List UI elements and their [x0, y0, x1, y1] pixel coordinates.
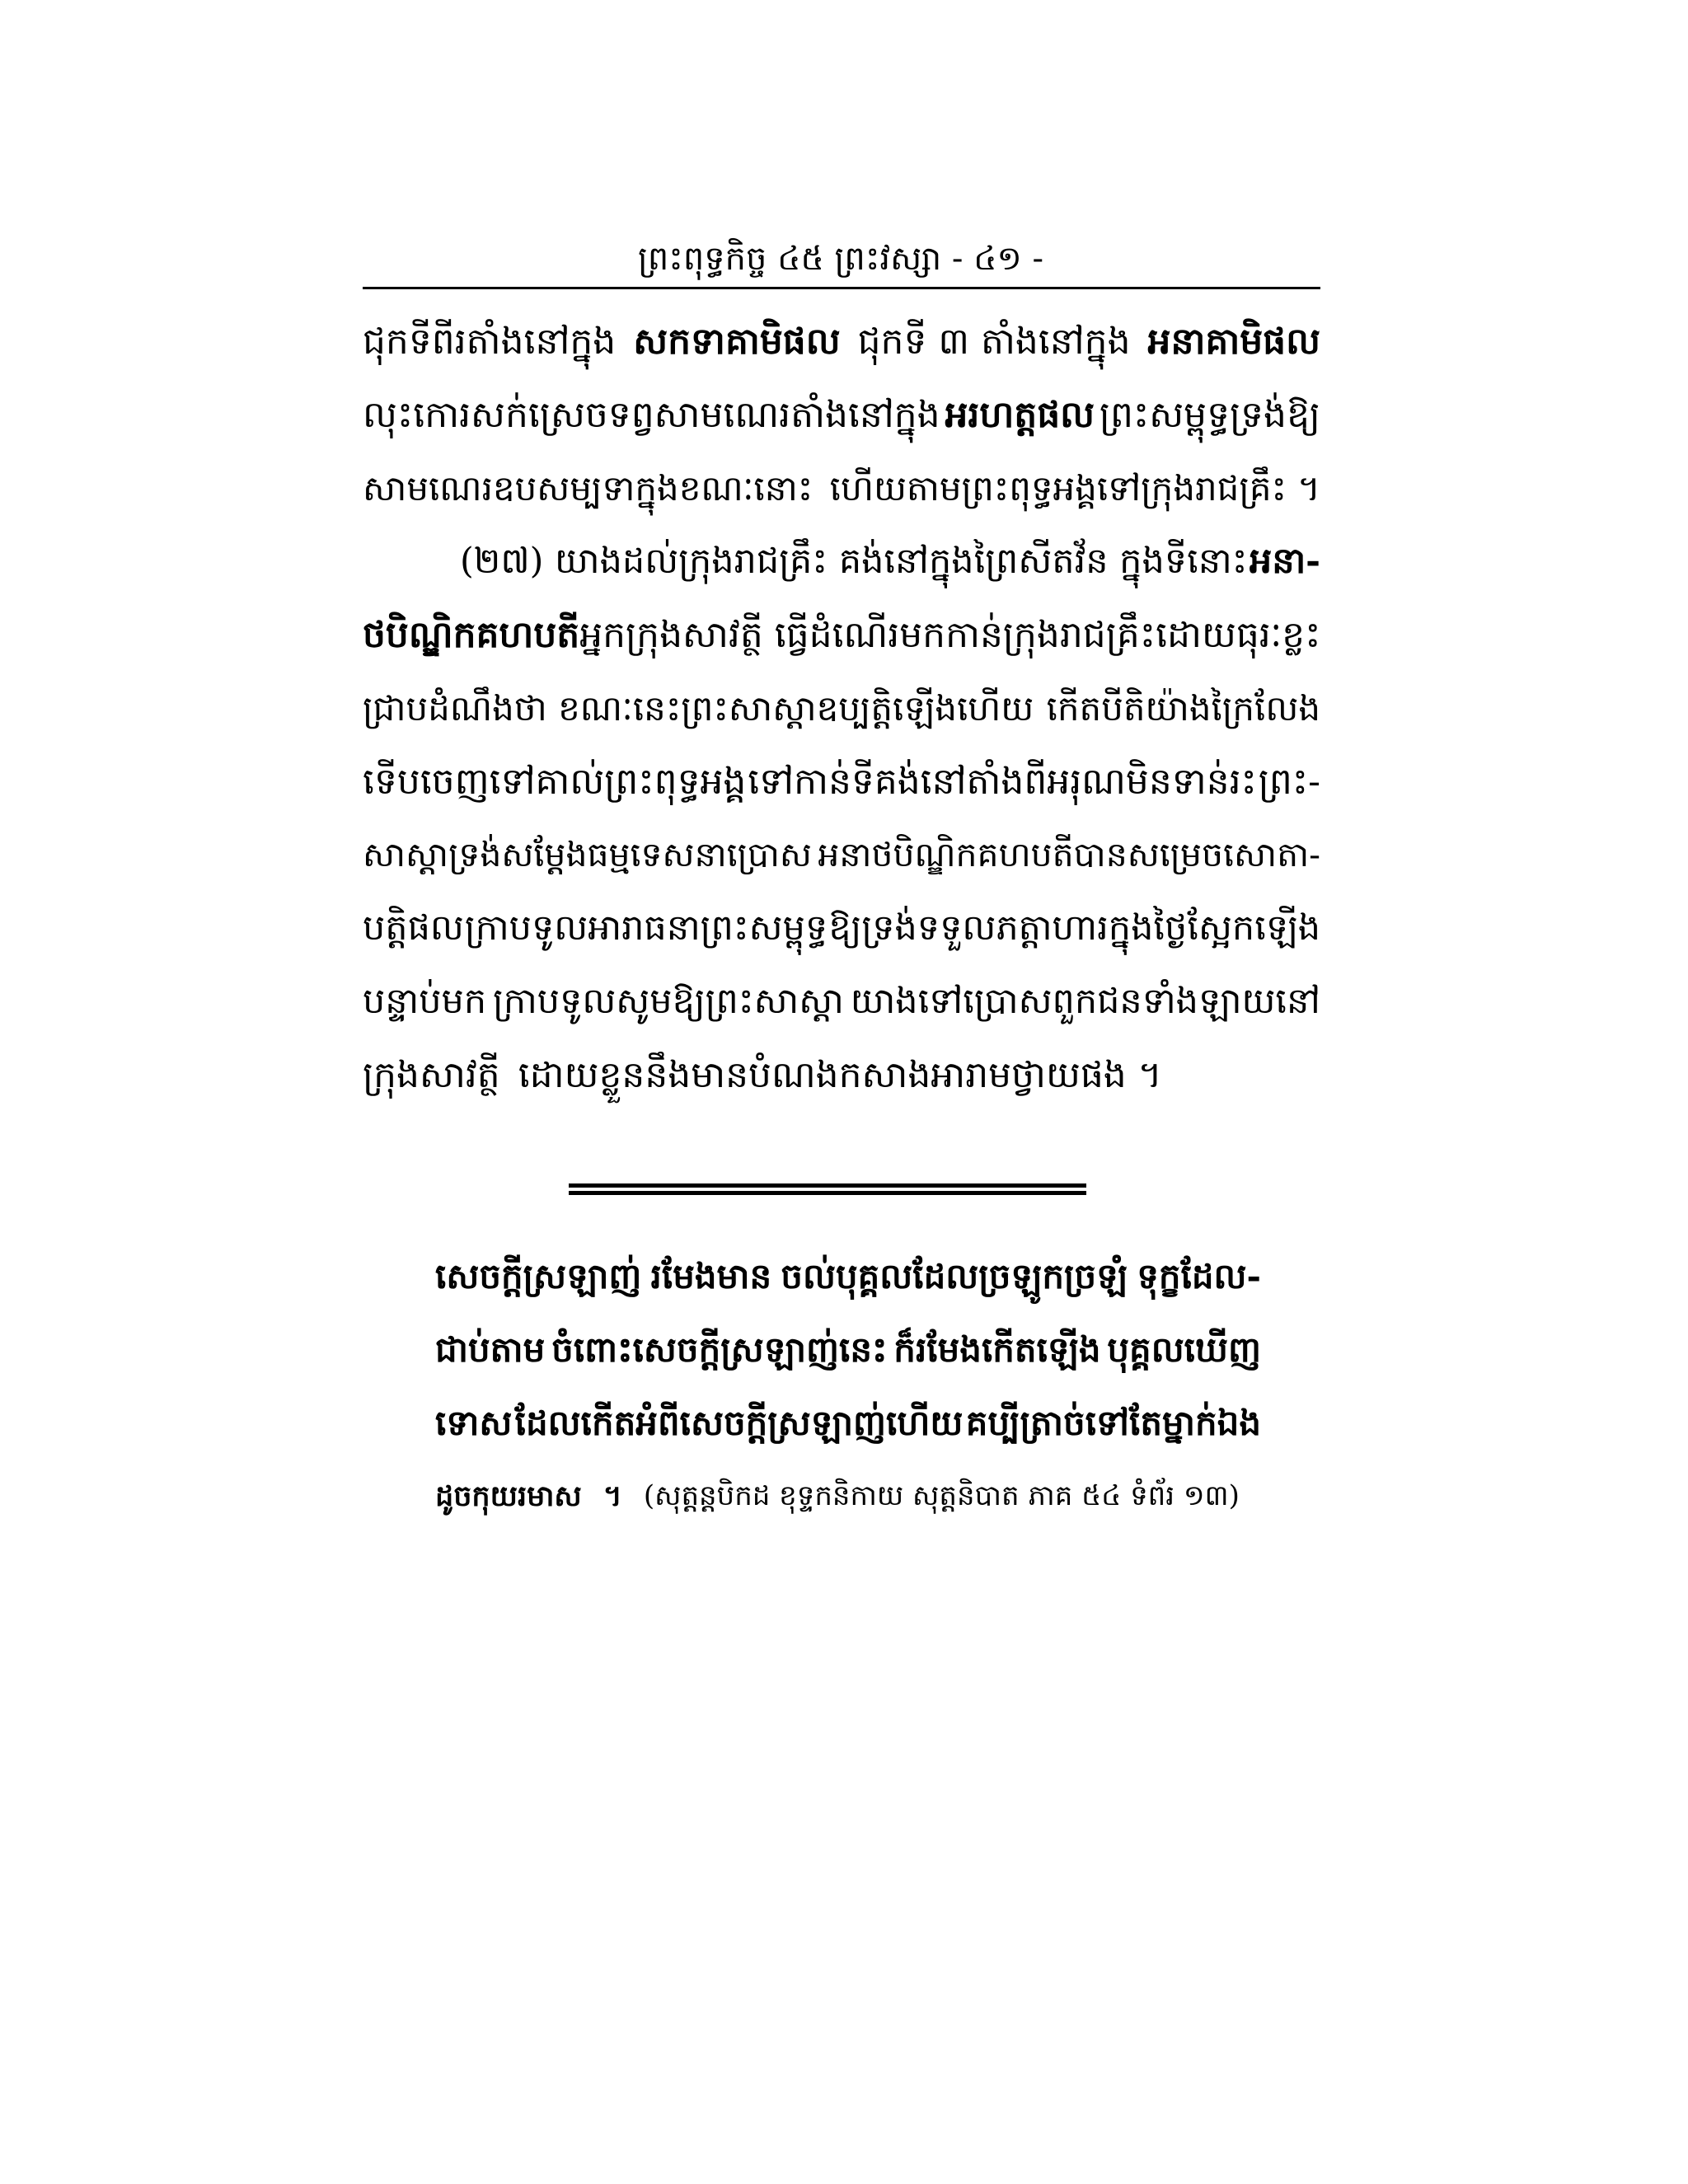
citation: (សុត្តន្តបិកដ ខុទ្ទកនិកាយ សុត្តនិបាត ភាគ ៥៤ ទំព័រ ១៣): [643, 1479, 1240, 1512]
bold-term: សកទាគាមិផល: [633, 321, 841, 363]
text-segment: ចំពោះសេចក្តីស្រឡាញ់នេះ: [551, 1329, 888, 1370]
text-segment: ចល់បុគ្គលដែលច្រឡូកច្រឡំ: [781, 1256, 1128, 1296]
body-line: [363, 598, 1320, 672]
text-segment: ឱ្យទ្រង់ទទួលភត្តាហារក្នុងថ្ងៃស្អែកឡើង: [828, 907, 1320, 949]
quote-line: [435, 1386, 1261, 1460]
double-rule-divider: [569, 1183, 1086, 1195]
body-line: [363, 305, 1320, 378]
text-segment: បត្តិផល: [363, 907, 464, 949]
text-segment: ក្រាបទូលអារាធនាព្រះសម្ពុទ្ធ: [464, 907, 828, 949]
page-number: - ៤១ -: [951, 240, 1043, 278]
header-title: ព្រះពុទ្ធកិច្ច ៤៥ ព្រះវស្សា: [638, 240, 942, 278]
text-segment: ជុកទីពីរតាំងនៅក្នុង: [363, 321, 617, 363]
text-segment: ទើបចេញទៅគាល់ព្រះពុទ្ធអង្គ: [363, 761, 747, 803]
quote-block: [435, 1240, 1261, 1533]
text-segment: គប្បីត្រាច់ទៅតែម្នាក់ឯង: [965, 1403, 1261, 1443]
text-segment: លុះកោរសក់ស្រេចទព្វសាមណេរតាំងនៅក្នុង: [363, 394, 940, 436]
body-line: [363, 525, 1320, 598]
body-line: [363, 745, 1320, 818]
text-segment: ក្រាបទូលសូមឱ្យព្រះសាស្ដា: [493, 981, 844, 1022]
bold-term: អរហត្តផល: [945, 394, 1095, 436]
text-segment: សេចក្តីស្រឡាញ់: [435, 1256, 642, 1296]
quote-line: [435, 1460, 1261, 1533]
bold-term: អនា-: [1249, 541, 1320, 582]
header-rule: [363, 287, 1320, 289]
text-segment: សាស្ដាទ្រង់សម្ដែងធម្មទេសនាប្រោស: [363, 835, 812, 874]
text-segment: ជាប់តាម: [435, 1329, 546, 1370]
body-line: [363, 965, 1320, 1038]
text-segment: បន្ទាប់មក: [363, 981, 487, 1022]
text-segment: ដូចកុយរមាស: [435, 1479, 582, 1513]
text-segment: សាមណេរឧបសម្បទាក្នុងខណៈនោះ: [363, 468, 814, 509]
text-segment: ទោស: [435, 1403, 513, 1443]
body-line: [363, 818, 1320, 892]
text-segment: កើតបីតិយ៉ាងក្រៃលែង: [1046, 688, 1320, 729]
divider-bar: [569, 1191, 1086, 1195]
quote-line: [435, 1240, 1261, 1313]
text-segment: ។: [603, 1479, 622, 1513]
body-line: [363, 1038, 1320, 1112]
text-segment: ព្រះ-: [1258, 761, 1320, 803]
text-segment: រមែងមាន: [650, 1256, 772, 1296]
bold-term: អនាគាមិផល: [1147, 321, 1320, 363]
bold-term: ថបិណ្ឌិកគហបតី: [363, 614, 580, 656]
text-segment: ដោយខ្លួននឹងមានបំណងកសាងអារាមថ្វាយផង ។: [518, 1054, 1162, 1096]
body-text: [363, 305, 1320, 1112]
body-line: [363, 892, 1320, 965]
text-segment: ជុកទី ៣ តាំងនៅក្នុង: [857, 321, 1131, 363]
body-line: [363, 378, 1320, 452]
body-line: [363, 452, 1320, 525]
text-segment: អ្នកក្រុងសាវត្ថី ធ្វើដំណើរមកកាន់ក្រុងរាជគ្រឹះដោយធុរៈខ្លះ: [579, 614, 1320, 656]
text-segment: ព្រះសម្ពុទ្ធទ្រង់ឱ្យ: [1099, 394, 1320, 436]
text-segment: អនាថបិណ្ឌិកគហបតីបានសម្រេចសោតា-: [818, 835, 1320, 874]
text-segment: ទុក្ខដែល-: [1137, 1256, 1261, 1296]
text-segment: ទៅកាន់ទីគង់នៅតាំងពីអរុណមិនទាន់រះ: [748, 761, 1257, 803]
text-segment: ក្រុងសាវត្ថី: [363, 1054, 500, 1096]
text-segment: ដែលកើតអំពីសេចក្តីស្រឡាញ់ហើយ: [514, 1403, 964, 1443]
text-segment: ជ្រាបដំណឹងថា ខណៈនេះព្រះសាស្ដាឧប្បត្តិឡើងហើយ: [363, 688, 1034, 729]
text-segment: ហើយតាមព្រះពុទ្ធអង្គទៅក្រុងរាជគ្រឹះ ។: [829, 468, 1320, 509]
page-header: [363, 234, 1319, 284]
text-segment: បុគ្គលឃើញ: [1107, 1329, 1261, 1370]
divider-bar: [569, 1183, 1086, 1188]
text-segment: ក៏រមែងកើតឡើង: [893, 1329, 1101, 1370]
body-line: [363, 672, 1320, 745]
text-segment: (២៧) យាងដល់ក្រុងរាជគ្រឹះ គង់នៅក្នុងព្រៃសីតវ័ន ក្នុងទីនោះ: [460, 541, 1248, 582]
text-segment: យាងទៅប្រោសពួកជនទាំងឡាយនៅ: [850, 981, 1320, 1022]
quote-line: [435, 1313, 1261, 1386]
